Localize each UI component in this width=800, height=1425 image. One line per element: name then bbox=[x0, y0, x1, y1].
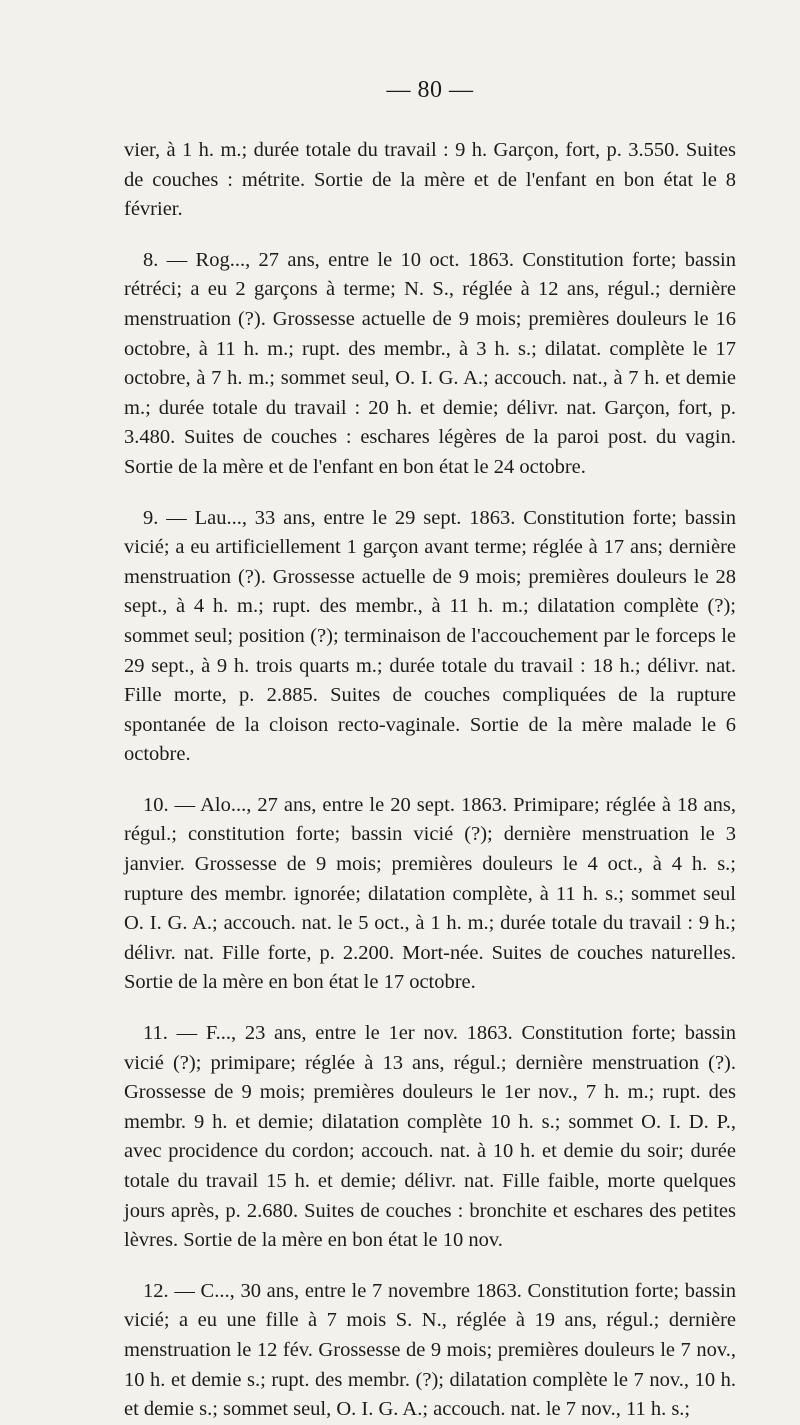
page-number: — 80 — bbox=[386, 77, 474, 103]
paragraph-continuation: vier, à 1 h. m.; durée totale du travail : 9 h. Garçon, fort, p. 3.550. Suites de couches : métrite. Sortie de la mère et de l'enfant en bon état le 8 février. bbox=[124, 139, 736, 221]
case-entry-9: 9. — Lau..., 33 ans, entre le 29 sept. 1863. Constitution forte; bassin vicié; a eu artificiellement 1 garçon avant terme; réglée à 17 ans; dernière menstruation (?). Grossesse actuelle de 9 mois; premières douleurs le 28 sept., à 4 h. m.; rupt. des membr., à 11 h. m.; dilatation complète (?); sommet seul; position (?); terminaison de l'accouchement par le forceps le 29 sept., à 9 h. trois quarts m.; durée totale du travail : 18 h.; délivr. nat. Fille morte, p. 2.885. Suites de couches compliquées de la rupture spontanée de la cloison recto-vaginale. Sortie de la mère malade le 6 octobre. bbox=[124, 506, 736, 766]
case-entry-11: 11. — F..., 23 ans, entre le 1er nov. 1863. Constitution forte; bassin vicié (?); primipare; réglée à 13 ans, régul.; dernière menstruation (?). Grossesse de 9 mois; premières douleurs le 1er nov., 7 h. m.; rupt. des membr. 9 h. et demie; dilatation complète 10 h. s.; sommet O. I. D. P., avec procidence du cordon; accouch. nat. à 10 h. et demie du soir; durée totale du travail 15 h. et demie; délivr. nat. Fille faible, morte quelques jours après, p. 2.680. Suites de couches : bronchite et eschares des petites lèvres. Sortie de la mère en bon état le 10 nov. bbox=[124, 1022, 736, 1252]
case-entry-8: 8. — Rog..., 27 ans, entre le 10 oct. 1863. Constitution forte; bassin rétréci; a eu 2 garçons à terme; N. S., réglée à 12 ans, régul.; dernière menstruation (?). Grossesse actuelle de 9 mois; premières douleurs le 16 octobre, à 11 h. m.; rupt. des membr., à 3 h. s.; dilatat. complète le 17 octobre, à 7 h. m.; sommet seul, O. I. G. A.; accouch. nat., à 7 h. et demie m.; durée totale du travail : 20 h. et demie; délivr. nat. Garçon, fort, p. 3.480. Suites de couches : eschares légères de la paroi post. du vagin. Sortie de la mère et de l'enfant en bon état le 24 octobre. bbox=[124, 248, 736, 478]
case-entry-12: 12. — C..., 30 ans, entre le 7 novembre 1863. Constitution forte; bassin vicié; a eu une fille à 7 mois S. N., réglée à 19 ans, régul.; dernière menstruation le 12 fév. Grossesse de 9 mois; premières douleurs le 7 nov., 10 h. et demie s.; rupt. des membr. (?); dilatation complète le 7 nov., 10 h. et demie s.; sommet seul, O. I. G. A.; accouch. nat. le 7 nov., 11 h. s.; bbox=[124, 1279, 736, 1421]
case-entry-10: 10. — Alo..., 27 ans, entre le 20 sept. 1863. Primipare; réglée à 18 ans, régul.; constitution forte; bassin vicié (?); dernière menstruation le 3 janvier. Grossesse de 9 mois; premières douleurs le 4 oct., à 4 h. s.; rupture des membr. ignorée; dilatation complète, à 11 h. s.; sommet seul O. I. G. A.; accouch. nat. le 5 oct., à 1 h. m.; durée totale du travail : 9 h.; délivr. nat. Fille forte, p. 2.200. Mort-née. Suites de couches naturelles. Sortie de la mère en bon état le 17 octobre. bbox=[124, 793, 736, 994]
